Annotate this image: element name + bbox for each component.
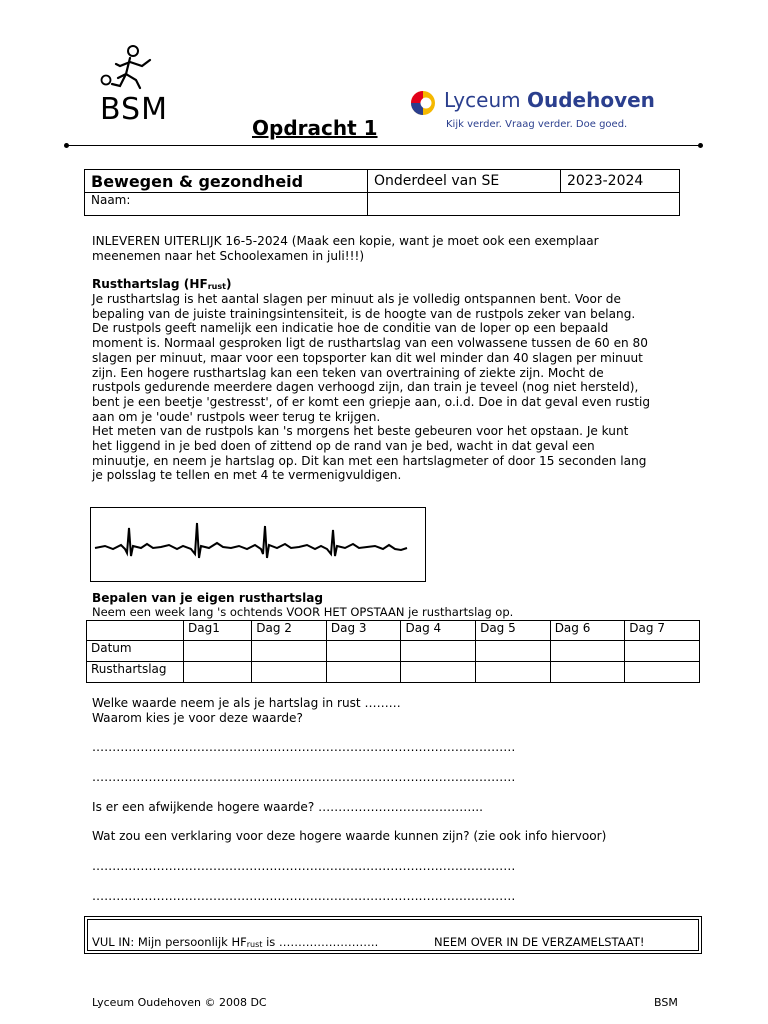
rusthartslag-cell[interactable] [625, 662, 700, 683]
info-table [84, 169, 680, 216]
body-line: zijn. Een hogere rusthartslag kan een teken van overtraining of ziekte zijn. Mocht de [92, 365, 604, 380]
school-name [444, 88, 655, 112]
day-header: Dag 6 [550, 621, 625, 641]
question-rest-value: Welke waarde neem je als je hartslag in rust ……… [92, 696, 401, 710]
deadline-line: INLEVEREN UITERLIJK 16-5-2024 (Maak een kopie, want je moet ook een exemplaar [92, 234, 599, 248]
row-label-rusthartslag: Rusthartslag [87, 662, 184, 683]
answer-line[interactable]: …………………………………………………………………………………………… [92, 859, 516, 873]
footer-right: BSM [654, 996, 678, 1009]
header-divider [66, 145, 700, 146]
deadline-text [92, 234, 704, 263]
datum-cell[interactable] [401, 641, 476, 662]
rusthartslag-cell[interactable] [401, 662, 476, 683]
datum-cell[interactable] [625, 641, 700, 662]
datum-cell[interactable] [252, 641, 327, 662]
day-header: Dag1 [184, 621, 252, 641]
page-title: Opdracht 1 [252, 116, 378, 140]
datum-cell[interactable] [326, 641, 401, 662]
fill-in-note: NEEM OVER IN DE VERZAMELSTAAT! [434, 935, 645, 949]
subject-cell: Bewegen & gezondheid [85, 170, 368, 193]
body-line: moment is. Normaal gesproken ligt de rusthartslag van een volwassene tussen de 60 en 80 [92, 336, 648, 351]
body-line: slagen per minuut, maar voor een topsporter kan dit wel minder dan 40 slagen per minuut [92, 350, 643, 365]
rusthartslag-cell[interactable] [550, 662, 625, 683]
fill-in-subscript: rust [246, 940, 263, 949]
body-line: rustpols gedurende meerdere dagen verhoogd zijn, dan train je teveel (nog niet hersteld), [92, 380, 639, 395]
question-explanation: Wat zou een verklaring voor deze hogere waarde kunnen zijn? (zie ook info hiervoor) [92, 829, 607, 843]
body-line: aan om je 'oude' rustpols weer terug te krijgen. [92, 409, 381, 424]
fill-in-label-end: is …………………….. [262, 935, 379, 949]
heading-text: Rusthartslag (HF [92, 277, 208, 291]
name-field[interactable] [368, 193, 680, 216]
datum-cell[interactable] [550, 641, 625, 662]
body-line: bent je een beetje 'gestresst', of er komt een griepje aan, o.i.d. Doe in dat geval even rustig [92, 394, 651, 409]
datum-cell[interactable] [184, 641, 252, 662]
question-higher-value: Is er een afwijkende hogere waarde? ………………………………….. [92, 800, 483, 814]
heading-text-end: ) [225, 277, 232, 291]
question-why: Waarom kies je voor deze waarde? [92, 711, 303, 725]
answer-line[interactable]: …………………………………………………………………………………………… [92, 770, 516, 784]
body-line: De rustpols geeft namelijk een indicatie hoe de conditie van de loper op een bepaald [92, 321, 609, 336]
body-line: het liggend in je bed doen of zittend op de rand van je bed, wacht in dat geval een [92, 439, 595, 454]
year-cell: 2023-2024 [561, 170, 680, 193]
section1-body [92, 292, 704, 483]
school-name-prefix: Lyceum [444, 88, 521, 112]
school-name-main: Oudehoven [526, 88, 655, 112]
divider-dot-right [698, 143, 703, 148]
footer-left: Lyceum Oudehoven © 2008 DC [92, 996, 267, 1009]
fill-in-label[interactable] [92, 935, 378, 949]
fill-in-label-text: VUL IN: Mijn persoonlijk HF [92, 935, 247, 949]
body-line: bepaling van de juiste trainingsintensiteit, is de hoogte van de rustpols zeker van belang. [92, 306, 636, 321]
body-line: je polsslag te tellen en met 4 te vermenigvuldigen. [92, 468, 402, 483]
corner-cell [87, 621, 184, 641]
datum-cell[interactable] [476, 641, 551, 662]
day-header: Dag 4 [401, 621, 476, 641]
body-line: Je rusthartslag is het aantal slagen per minuut als je volledig ontspannen bent. Voor de [92, 292, 621, 306]
section-heading-bepalen: Bepalen van je eigen rusthartslag [92, 591, 324, 605]
body-line: minuutje, en neem je hartslag op. Dit kan met een hartslagmeter of door 15 seconden lang [92, 453, 647, 468]
rusthartslag-cell[interactable] [476, 662, 551, 683]
heart-rate-table [86, 620, 700, 683]
day-header: Dag 2 [252, 621, 327, 641]
body-line: Het meten van de rustpols kan 's morgens het beste gebeuren voor het opstaan. Je kunt [92, 424, 629, 439]
deadline-line: meenemen naar het Schoolexamen in juli!!!) [92, 248, 365, 263]
measurement-instruction: Neem een week lang 's ochtends VOOR HET OPSTAAN je rusthartslag op. [92, 605, 514, 619]
rusthartslag-cell[interactable] [326, 662, 401, 683]
answer-line[interactable]: …………………………………………………………………………………………… [92, 740, 516, 754]
day-header: Dag 7 [625, 621, 700, 641]
day-header: Dag 5 [476, 621, 551, 641]
day-header: Dag 3 [326, 621, 401, 641]
rusthartslag-cell[interactable] [252, 662, 327, 683]
school-slogan: Kijk verder. Vraag verder. Doe goed. [446, 119, 628, 130]
bsm-logo-text: BSM [100, 92, 168, 127]
rusthartslag-cell[interactable] [184, 662, 252, 683]
lyceum-oudehoven-logo-icon [408, 88, 438, 118]
ecg-trace-image [90, 507, 426, 582]
row-label-datum: Datum [87, 641, 184, 662]
answer-line[interactable]: …………………………………………………………………………………………… [92, 889, 516, 903]
divider-dot-left [64, 143, 69, 148]
heading-subscript: rust [207, 282, 226, 291]
name-label: Naam: [85, 193, 368, 216]
part-cell: Onderdeel van SE [368, 170, 561, 193]
